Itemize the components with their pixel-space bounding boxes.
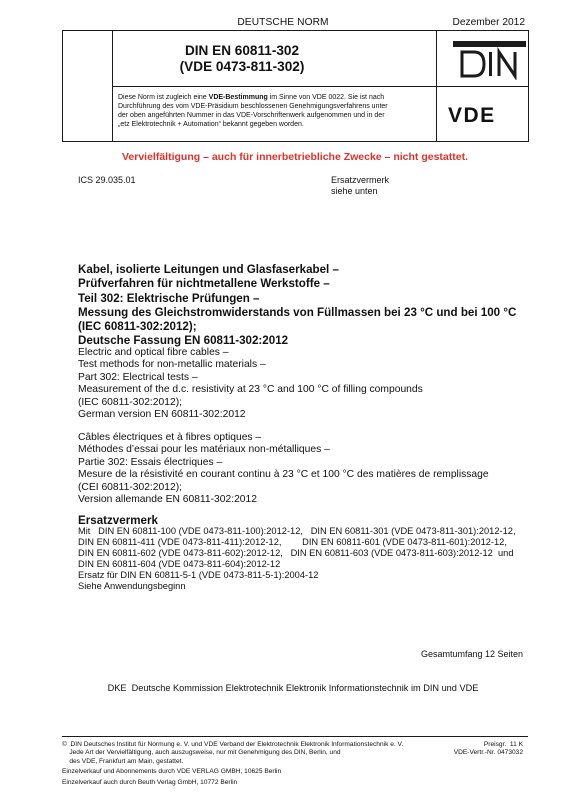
- header-box-left: [62, 30, 63, 142]
- vde-determination-note: [118, 94, 436, 130]
- title-english-line: Test methods for non-metallic materials –: [78, 359, 266, 371]
- replacement-note-line: DIN EN 60811-411 (VDE 0473-811-411):2012-12, DIN EN 60811-601 (VDE 0473-811-601):2012-12,: [78, 537, 507, 548]
- title-english: [78, 347, 538, 421]
- copyright-line: Jede Art der Vervielfältigung, auch auszugsweise, nur mit Genehmigung des DIN, Berlin, und: [62, 749, 341, 757]
- vde-note-line: „etz Elektrotechnik + Automation“ bekannt gegeben worden.: [118, 120, 304, 128]
- replacement-note-line: Ersatz für DIN EN 60811-5-1 (VDE 0473-811-5-1):2004-12: [78, 570, 319, 581]
- title-german-line: Teil 302: Elektrische Prüfungen –: [78, 291, 260, 305]
- title-german-line: Messung des Gleichstromwiderstands von Füllmassen bei 23 °C und bei 100 °C: [78, 305, 517, 319]
- vde-note-text-start: Diese Norm ist zugleich eine: [118, 94, 209, 101]
- price-group: Preisgr. 11 K: [483, 741, 523, 748]
- title-french-line: Partie 302: Essais électriques –: [78, 456, 223, 468]
- standard-number-block: [112, 43, 372, 75]
- replacement-note-short: [331, 175, 389, 197]
- title-german-line: (IEC 60811-302:2012);: [78, 320, 197, 334]
- title-french-line: (CEI 60811-302:2012);: [78, 481, 182, 493]
- title-english-line: Electric and optical fibre cables –: [78, 347, 229, 358]
- replacement-note-line: Siehe Anwendungsbeginn: [78, 581, 186, 592]
- header-box-divider-right: [436, 30, 437, 142]
- issue-date: Dezember 2012: [452, 17, 525, 28]
- copyright-notice: [62, 741, 404, 766]
- standard-number: DIN EN 60811-302: [184, 43, 300, 58]
- title-english-line: Measurement of the d.c. resistivity at 23 °C and 100 °C of filling compounds: [78, 384, 423, 396]
- replacement-note-label: Ersatzvermerk: [331, 175, 390, 185]
- header-box-right: [528, 30, 529, 142]
- replacement-note-line: DIN EN 60811-602 (VDE 0473-811-602):2012-12, DIN EN 60811-603 (VDE 0473-811-603):2012-12 und: [78, 548, 514, 559]
- title-german-line: Prüfverfahren für nichtmetallene Werkstoffe –: [78, 277, 330, 291]
- replacement-note-reference: siehe unten: [331, 186, 378, 196]
- total-page-count: Gesamtumfang 12 Seiten: [420, 649, 523, 659]
- vde-note-line: der oben angeführten Nummer in das VDE-Vorschriftenwerk aufgenommen und in der: [118, 111, 385, 119]
- title-french-line: Méthodes d’essai pour les matériaux non-métalliques –: [78, 444, 330, 456]
- title-english-line: (IEC 60811-302:2012);: [78, 396, 182, 408]
- title-french-line: Mesure de la résistivité en courant continu à 23 °C et 100 °C des matières de remplissage: [78, 469, 489, 481]
- header-box-bottom: [62, 141, 528, 142]
- title-german-line: Kabel, isolierte Leitungen und Glasfaserkabel –: [78, 263, 339, 276]
- vde-classification-number: (VDE 0473-811-302): [179, 59, 305, 74]
- copyright-line: des VDE, Frankfurt am Main, gestattet.: [62, 757, 184, 765]
- title-german: [78, 263, 538, 349]
- replacement-note-heading: Ersatzvermerk: [78, 514, 158, 527]
- title-french-line: Câbles électriques et à fibres optiques –: [78, 432, 262, 443]
- copyright-line: © DIN Deutsches Institut für Normung e. V. und VDE Verband der Elektrotechnik Elektronik Informationstechnik e. V.: [62, 741, 404, 748]
- issuing-committee: DKE Deutsche Kommission Elektrotechnik Elektronik Informationstechnik im DIN und VDE: [107, 683, 479, 693]
- replacement-note-body: [78, 526, 538, 593]
- title-french-line: Version allemande EN 60811-302:2012: [78, 494, 257, 506]
- title-english-line: Part 302: Electrical tests –: [78, 371, 198, 383]
- vde-note-bold-term: VDE-Bestimmung: [208, 94, 268, 101]
- reproduction-warning: Vervielfältigung – auch für innerbetriebliche Zwecke – nicht gestattet.: [121, 151, 468, 163]
- price-info: [454, 741, 523, 758]
- header-box-mid: [112, 86, 528, 87]
- vde-note-line: im Sinne von VDE 0022. Sie ist nach: [267, 94, 385, 101]
- footer-rule: [62, 736, 528, 737]
- vde-distribution-number: VDE-Vertr.-Nr. 0473032: [453, 749, 523, 757]
- ics-code: ICS 29.035.01: [78, 175, 136, 185]
- document-type: DEUTSCHE NORM: [237, 17, 329, 28]
- title-french: [78, 432, 538, 506]
- replacement-note-line: DIN EN 60811-604 (VDE 0473-811-604):2012-12: [78, 559, 281, 570]
- title-german-line: Deutsche Fassung EN 60811-302:2012: [78, 334, 289, 348]
- top-rule: [62, 30, 528, 31]
- sales-info-beuth: Einzelverkauf auch durch Beuth Verlag GmbH, 10772 Berlin: [62, 779, 238, 786]
- replacement-note-line: Mit DIN EN 60811-100 (VDE 0473-811-100):2012-12, DIN EN 60811-301 (VDE 0473-811-301):2012-12,: [78, 526, 516, 536]
- din-logo: [452, 40, 527, 80]
- vde-note-line: Durchführung des vom VDE-Präsidium beschlossenen Genehmigungsverfahrens unter: [118, 102, 388, 110]
- vde-logo: VDE: [448, 104, 496, 127]
- title-english-line: German version EN 60811-302:2012: [78, 409, 246, 421]
- sales-info-vde: Einzelverkauf und Abonnements durch VDE VERLAG GMBH, 10625 Berlin: [62, 768, 282, 775]
